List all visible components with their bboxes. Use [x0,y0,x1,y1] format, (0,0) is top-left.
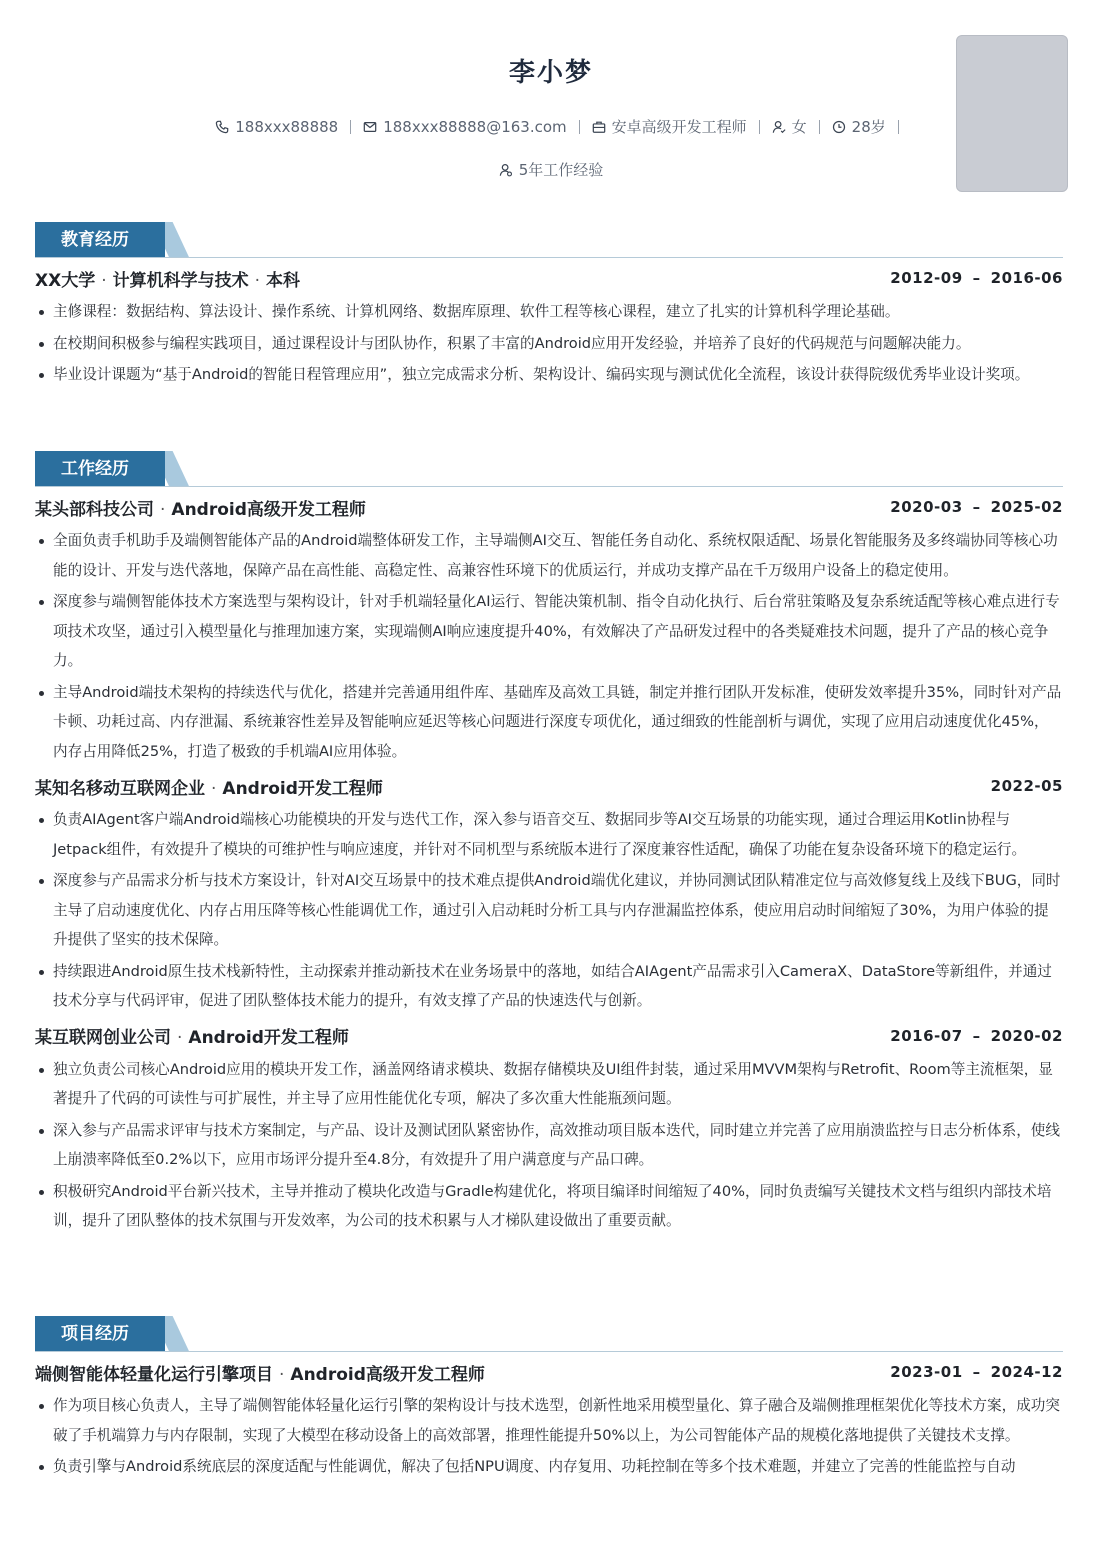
education-section [35,222,1063,392]
person-icon [772,120,786,134]
person-badge-icon [499,163,513,177]
projects-section [35,1316,1063,1484]
entry-header: 端侧智能体轻量化运行引擎项目 · Android高级开发工程师 2023-01 – 2024-12 [35,1363,1063,1385]
school-name: XX大学 [35,270,96,291]
experience-row [0,159,1102,180]
mail-icon [363,120,377,134]
entry-header: 某知名移动互联网企业 · Android开发工程师 2022-05 [35,777,1063,799]
section-title: 工作经历 [35,451,165,487]
date-range: 2016-07 – 2020-02 [890,1026,1063,1045]
contact-row [0,116,1102,137]
resume-name: 李小梦 [508,58,593,88]
briefcase-icon [592,120,606,134]
position-text: 安卓高级开发工程师 [611,118,747,136]
bullet-list [35,805,1063,1016]
section-divider [35,486,1063,487]
list-item: 全面负责手机助手及端侧智能体产品的Android端整体研发工作，主导端侧AI交互、智能任务自动化、系统权限适配、场景化智能服务及多终端协同等核心功能的设计、开发与迭代落地，保障产品在高性能、高稳定性、高兼容性环境下的优质运行，并成功支撑产品在千万级用户设备上的稳定使用。 [35,526,1063,585]
section-header [35,451,1063,487]
email-text: 188xxx88888@163.com [383,117,567,136]
job-role: Android开发工程师 [188,1028,349,1048]
list-item: 作为项目核心负责人，主导了端侧智能体轻量化运行引擎的架构设计与技术选型，创新性地采用模型量化、算子融合及端侧推理框架优化等技术方案，成功突破了手机端算力与内存限制，实现了大模型在移动设备上的高效部署，推理性能提升50%以上，为公司智能体产品的规模化落地提供了关键技术支撑。 [35,1391,1063,1450]
age-text: 28岁 [851,118,886,136]
bullet-list [35,1391,1063,1482]
major: 计算机科学与技术 [112,270,249,291]
section-divider [35,257,1063,258]
email-item [351,118,578,136]
list-item: 在校期间积极参与编程实践项目，通过课程设计与团队协作，积累了丰富的Android应用开发经验，并培养了良好的代码规范与问题解决能力。 [35,329,1063,359]
company-name: 某互联网创业公司 [35,1028,171,1048]
section-header [35,222,1063,258]
project-role: Android高级开发工程师 [290,1364,485,1385]
degree: 本科 [266,270,301,291]
list-item: 持续跟进Android原生技术栈新特性，主动探索并推动新技术在业务场景中的落地，如结合AIAgent产品需求引入CameraX、DataStore等新组件，并通过技术分享与代码评审，促进了团队整体技术能力的提升，有效支撑了产品的快速迭代与创新。 [35,957,1063,1016]
date-range: 2020-03 – 2025-02 [890,498,1063,516]
profile-photo [956,35,1068,192]
section-title: 教育经历 [35,222,165,258]
list-item: 独立负责公司核心Android应用的模块开发工作，涵盖网络请求模块、数据存储模块及UI组件封装，通过采用MVVM架构与Retrofit、Room等主流框架，显著提升了代码的可读性与可扩展性，并主导了应用性能优化专项，解决了多次重大性能瓶颈问题。 [35,1055,1063,1114]
list-item: 毕业设计课题为“基于Android的智能日程管理应用”，独立完成需求分析、架构设计、编码实现与测试优化全流程，该设计获得院级优秀毕业设计奖项。 [35,360,1063,390]
bullet-list [35,526,1063,766]
entry-header: 某头部科技公司 · Android高级开发工程师 2020-03 – 2025-02 [35,498,1063,520]
company-name: 某头部科技公司 [35,499,154,520]
divider [898,120,899,134]
list-item: 积极研究Android平台新兴技术，主导并推动了模块化改造与Gradle构建优化，将项目编译时间缩短了40%，同时负责编写关键技术文档与组织内部技术培训，提升了团队整体的技术氛围与开发效率，为公司的技术积累与人才梯队建设做出了重要贡献。 [35,1177,1063,1236]
entry-header: XX大学 · 计算机科学与技术 · 本科 2012-09 – 2016-06 [35,269,1063,291]
section-header [35,1316,1063,1352]
clock-icon [832,120,846,134]
phone-item [203,118,350,136]
bullet-list [35,1055,1063,1236]
phone-icon [215,120,229,134]
date-range: 2012-09 – 2016-06 [890,269,1063,287]
list-item: 深度参与端侧智能体技术方案选型与架构设计，针对手机端轻量化AI运行、智能决策机制、指令自动化执行、后台常驻策略及复杂系统适配等核心难点进行专项技术攻坚，通过引入模型量化与推理加速方案，实现端侧AI响应速度提升40%，有效解决了产品研发过程中的各类疑难技术问题，提升了产品的核心竞争力。 [35,587,1063,676]
position-item [580,116,759,137]
job-role: Android开发工程师 [222,778,383,799]
job-role: Android高级开发工程师 [171,499,366,520]
date-range: 2022-05 [990,777,1063,795]
list-item: 负责AIAgent客户端Android端核心功能模块的开发与迭代工作，深入参与语音交互、数据同步等AI交互场景的功能实现，通过合理运用Kotlin协程与Jetpack组件，有效提升了模块的可维护性与响应速度，并针对不同机型与系统版本进行了深度兼容性适配，确保了功能在复杂设备环境下的稳定运行。 [35,805,1063,864]
entry-header: 某互联网创业公司 · Android开发工程师 2016-07 – 2020-02 [35,1026,1063,1048]
company-name: 某知名移动互联网企业 [35,778,205,799]
experience-item [487,159,616,180]
age-item [820,116,898,137]
bullet-list [35,297,1063,390]
list-item: 深度参与产品需求分析与技术方案设计，针对AI交互场景中的技术难点提供Android端优化建议，并协同测试团队精准定位与高效修复线上及线下BUG，同时主导了启动速度优化、内存占用压降等核心性能调优工作，通过引入启动耗时分析工具与内存泄漏监控体系，使应用启动时间缩短了30%，为用户体验的提升提供了坚实的技术保障。 [35,866,1063,955]
list-item: 主导Android端技术架构的持续迭代与优化，搭建并完善通用组件库、基础库及高效工具链，制定并推行团队开发标准，使研发效率提升35%，同时针对产品卡顿、功耗过高、内存泄漏、系统兼容性差异及智能响应延迟等核心问题进行深度专项优化，通过细致的性能剖析与调优，实现了应用启动速度优化45%，内存占用降低25%，打造了极致的手机端AI应用体验。 [35,678,1063,767]
gender-item [760,116,819,137]
project-name: 端侧智能体轻量化运行引擎项目 [35,1364,273,1385]
section-divider [35,1351,1063,1352]
list-item: 主修课程：数据结构、算法设计、操作系统、计算机网络、数据库原理、软件工程等核心课程，建立了扎实的计算机科学理论基础。 [35,297,1063,327]
list-item: 负责引擎与Android系统底层的深度适配与性能调优，解决了包括NPU调度、内存复用、功耗控制在等多个技术难题，并建立了完善的性能监控与自动 [35,1452,1063,1482]
phone-text: 188xxx88888 [235,117,339,136]
gender-text: 女 [791,118,807,136]
work-section [35,451,1063,1238]
list-item: 深入参与产品需求评审与技术方案制定，与产品、设计及测试团队紧密协作，高效推动项目版本迭代，同时建立并完善了应用崩溃监控与日志分析体系，使线上崩溃率降低至0.2%以下，应用市场评分提升至4.8分，有效提升了用户满意度与产品口碑。 [35,1116,1063,1175]
section-title: 项目经历 [35,1316,165,1352]
experience-text: 5年工作经验 [518,161,604,179]
date-range: 2023-01 – 2024-12 [890,1363,1063,1381]
